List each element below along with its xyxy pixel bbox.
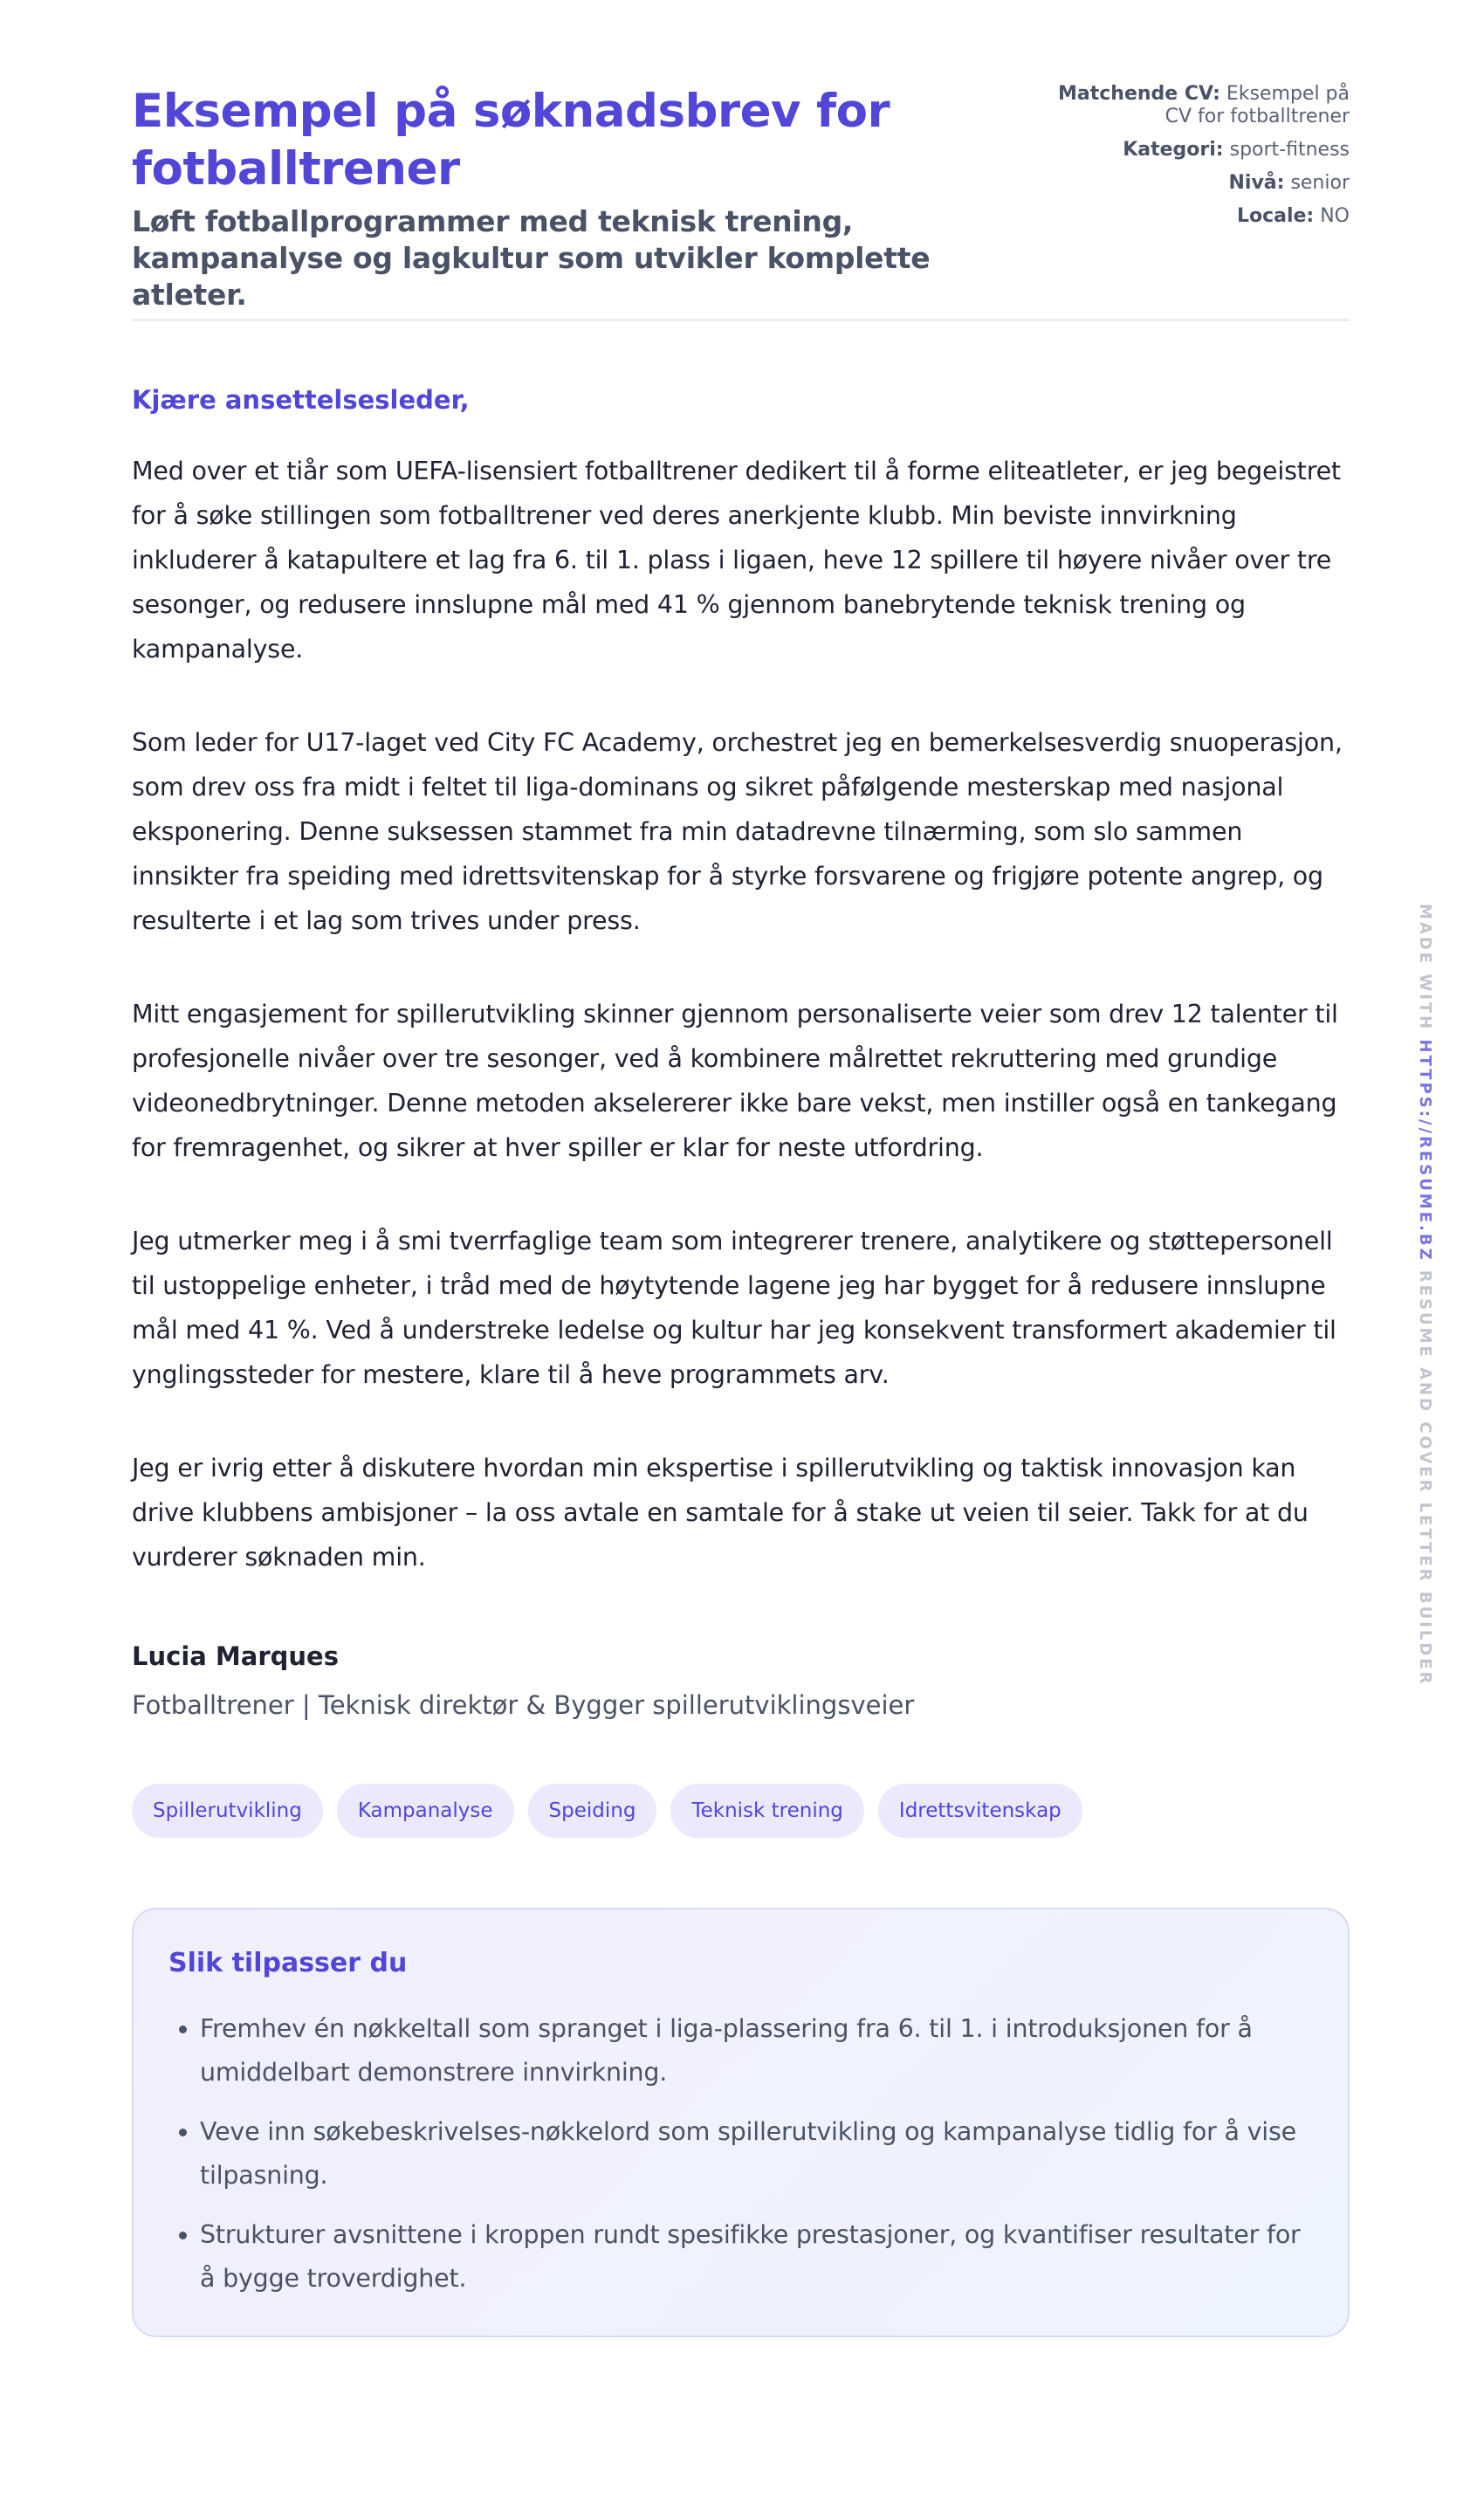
tips-list-item: • Veve inn søkebeskrivelses-nøkkelord som spillerutvikling og kampanalyse tidlig for å vise tilpasning. — [200, 2110, 1313, 2198]
tips-list-item: • Strukturer avsnittene i kroppen rundt spesifikke prestasjoner, og kvantifiser resultater for å bygge troverdighet. — [200, 2213, 1313, 2301]
meta-category-value: sport-fitness — [1229, 139, 1350, 161]
letter-paragraph: Jeg utmerker meg i å smi tverrfaglige team som integrerer trenere, analytikere og støttepersonell til ustoppelige enheter, i tråd med de høytytende lagene jeg har bygget for å redusere innslupne mål med 41 %. Ved å understreke ledelse og kultur har jeg konsekvent transformert akademier til ynglingssteder for mestere, klare til å heve programmets arv. — [132, 1227, 1336, 1389]
letter-paragraph: Jeg er ivrig etter å diskutere hvordan min ekspertise i spillerutvikling og taktisk innovasjon kan drive klubbens ambisjoner – la oss avtale en samtale for å stake ut veien til seier. Takk for at du vurderer søknaden min. — [132, 1454, 1309, 1572]
signature-name: Lucia Marques — [132, 1641, 339, 1671]
letter-paragraph: Med over et tiår som UEFA-lisensiert fotballtrener dedikert til å forme eliteatleter, er jeg begeistret for å søke stillingen som fotballtrener ved deres anerkjente klubb. Min beviste innvirkning inkluderer å katapultere et lag fra 6. til 1. plass i ligaen, heve 12 spillere til høyere nivåer over tre sesonger, og redusere innslupne mål med 41 % gjennom banebrytende teknisk trening og kampanalyse. — [132, 457, 1341, 664]
meta-category-label: Kategori: — [1123, 139, 1224, 161]
made-with-suffix: RESUME AND COVER LETTER BUILDER — [1416, 1269, 1434, 1687]
letter-body — [132, 449, 1350, 1579]
made-with-prefix: MADE WITH — [1416, 904, 1434, 1032]
header — [132, 83, 1350, 319]
meta-matching-cv-label: Matchende CV: — [1058, 83, 1220, 105]
meta-level — [1053, 172, 1350, 195]
page-subtitle: Løft fotballprogrammer med teknisk trening, kampanalyse og lagkultur som utvikler komplette atleter. — [132, 204, 931, 312]
meta-panel — [1053, 83, 1350, 238]
meta-locale-value: NO — [1320, 205, 1350, 227]
tips-list — [168, 2007, 1313, 2301]
tips-card — [132, 1908, 1350, 2337]
cover-letter-page — [132, 83, 1350, 2337]
meta-level-label: Nivå: — [1228, 172, 1285, 194]
meta-locale — [1053, 205, 1350, 228]
signature-role: Fotballtrener | Teknisk direktør & Bygger spillerutviklingsveier — [132, 1690, 915, 1720]
made-with-link[interactable]: HTTPS://RESUME.BZ — [1416, 1039, 1434, 1262]
skill-tag[interactable]: Speiding — [528, 1784, 657, 1838]
tips-list-item: • Fremhev én nøkkeltall som spranget i liga-plassering fra 6. til 1. i introduksjonen for å umiddelbart demonstrere innvirkning. — [200, 2007, 1313, 2095]
tips-title: Slik tilpasser du — [168, 1948, 408, 1978]
skill-tag[interactable]: Kampanalyse — [337, 1784, 514, 1838]
signature-block — [132, 1639, 1350, 1723]
meta-category — [1053, 139, 1350, 162]
meta-locale-label: Locale: — [1236, 205, 1315, 227]
letter-greeting: Kjære ansettelsesleder, — [132, 385, 470, 415]
skill-tag[interactable]: Idrettsvitenskap — [878, 1784, 1082, 1838]
letter-paragraph: Som leder for U17-laget ved City FC Academy, orchestret jeg en bemerkelsesverdig snuoperasjon, som drev oss fra midt i feltet til liga-dominans og sikret påfølgende mesterskap med nasjonal eksponering. Denne suksessen stammet fra min datadrevne tilnærming, som slo sammen innsikter fra speiding med idrettsvitenskap for å styrke forsvarene og frigjøre potente angrep, og resulterte i et lag som trives under press. — [132, 728, 1343, 935]
skill-tag[interactable]: Teknisk trening — [670, 1784, 863, 1838]
letter-paragraph: Mitt engasjement for spillerutvikling skinner gjennom personaliserte veier som drev 12 talenter til profesjonelle nivåer over tre sesonger, ved å kombinere målrettet rekruttering med grundige videonedbrytninger. Denne metoden akselererer ikke bare vekst, men instiller også en tankegang for fremragenhet, og sikrer at hver spiller er klar for neste utfordring. — [132, 1000, 1338, 1162]
meta-level-value: senior — [1290, 172, 1350, 194]
header-divider — [132, 319, 1350, 321]
skill-tags — [132, 1784, 1350, 1838]
meta-matching-cv — [1053, 83, 1350, 128]
meta-matching-cv-value[interactable]: Eksempel på CV for fotballtrener — [1165, 83, 1350, 127]
skill-tag[interactable]: Spillerutvikling — [132, 1784, 323, 1838]
page-title: Eksempel på søknadsbrev for fotballtrener — [132, 85, 890, 196]
made-with-note — [1416, 904, 1434, 1686]
